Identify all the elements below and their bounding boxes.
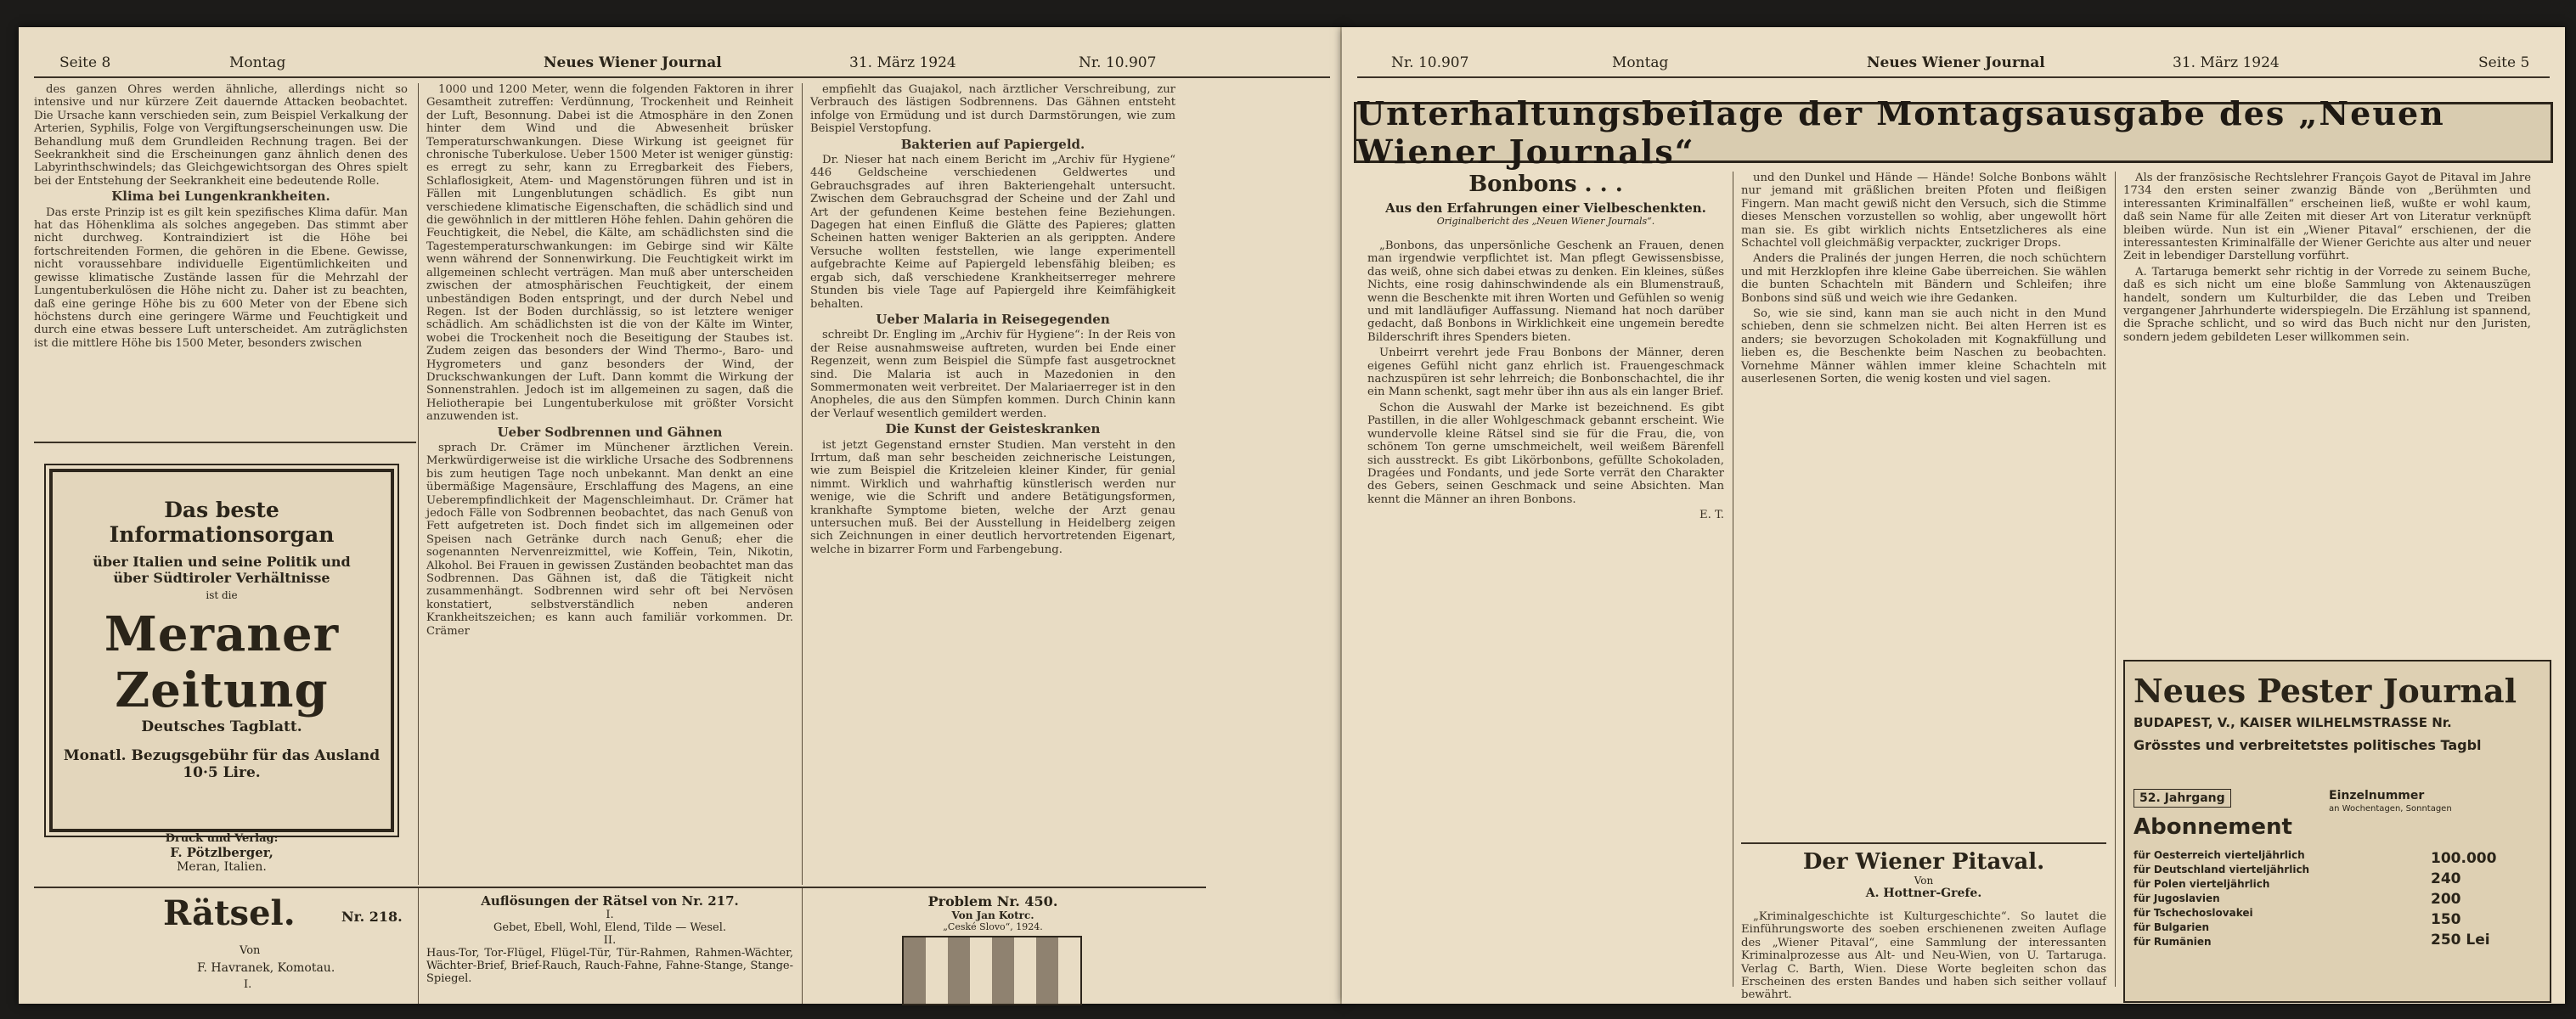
chess-square — [926, 937, 948, 960]
chess-square — [926, 982, 948, 1004]
rate-row: für Tschechoslovakei — [2134, 907, 2253, 919]
price-value: 100.000 — [2431, 850, 2497, 867]
rate-row: für Rumänien — [2134, 936, 2212, 948]
pester-abo: Abonnement — [2134, 814, 2292, 840]
ad-line: über Südtiroler Verhältnisse — [113, 570, 330, 586]
price-value: 240 — [2431, 870, 2461, 887]
pitaval-header — [1741, 849, 2106, 900]
right-page-number: Seite 5 — [2478, 54, 2530, 71]
left-column-1 — [34, 83, 408, 436]
column-rule — [802, 83, 803, 885]
article-paragraph: „Bonbons, das unpersönliche Geschenk an Frauen, denen man irgendwie verpflichtet ist. Man pflegt Gewissensbisse, das weiß, ohne sich dabei etwas zu denken. Ein kleines, süßes Nichts, eine rosig dahinschwindende als ein Blumenstrauß, wenn die Beschenkte mit ihren Worten und Gefühlen so wenig und mit landläufiger Auffassung. Niemand hat noch darüber gedacht, daß Bonbons in Wirklichkeit eine ungemein beredte Bilderschrift ihres Spenders bieten. — [1367, 239, 1724, 344]
left-date: 31. März 1924 — [849, 54, 956, 71]
solution-text: Gebet, Ebell, Wohl, Elend, Tilde — Wesel. — [493, 921, 726, 934]
raetsel-number: Nr. 218. — [341, 909, 403, 925]
article-paragraph: schreibt Dr. Engling im „Archiv für Hygiene“: In der Reis von der Reise ausnahmsweise auftreten, wurden bei Ende einer Regenzeit, wenn zum Beispiel die Sümpfe fast ausgetrocknet sind. Die Malaria ist auch in Mazedonien in den Sommermonaten weit verbreitet. Der Malariaerreger ist in den Anopheles, die aus den Sümpfen kommen. Durch Chinin kann der Verlauf wesentlich gemildert werden. — [810, 329, 1175, 420]
article-paragraph: Dr. Nieser hat nach einem Bericht im „Archiv für Hygiene“ 446 Geldscheine verschiedenen Geldwertes und Gebrauchsgrades auf ihren Bakteriengehalt untersucht. Zwischen dem Gebrauchsgrad der Scheine und der Zahl und Art der gefundenen Keime bestehen feine Beziehungen. Dagegen hat einen Einfluß die Glätte des Papieres; glatten Scheinen hatten weniger Bakterien an als gerippten. Andere Versuche wollten feststellen, wie lange experimentell aufgebrachte Keime auf Papiergeld lebensfähig bleiben; es ergab sich, daß verschiedene Krankheitserreger mehrere Stunden bis viele Tage auf Papiergeld ihre Keimfähigkeit behalten. — [810, 154, 1175, 311]
left-paper-name: Neues Wiener Journal — [544, 54, 722, 71]
puzzle-section-divider — [34, 887, 1206, 888]
ad-line: über Italien und seine Politik und — [93, 554, 351, 570]
chess-square — [904, 982, 926, 1004]
chess-square — [948, 982, 970, 1004]
article-paragraph: A. Tartaruga bemerkt sehr richtig in der Vorrede zu seinem Buche, daß es sich nicht um eine bloße Sammlung von Aktenauszügen handelt, sondern um Kulturbilder, die das Leben und Treiben vergangener Jahrhunderte widerspiegeln. Die Erzählung ist spannend, die Sprache schlicht, und so wird das Buch nicht nur den Juristen, sondern jedem gebildeten Leser willkommen sein. — [2123, 265, 2531, 344]
chess-square — [992, 960, 1014, 982]
pester-single: Einzelnummer — [2329, 789, 2425, 802]
bonbons-subtitle: Aus den Erfahrungen einer Vielbeschenkten. — [1385, 200, 1706, 216]
right-newspaper-page — [1342, 27, 2565, 1004]
chess-square — [1058, 960, 1080, 982]
article-paragraph: Schon die Auswahl der Marke ist bezeichnend. Es gibt Pastillen, in die aller Wohlgeschmack gebannt erscheint. Wie wundervolle kleine Rätsel sind sie für die Frau, die, von schönem Ton gerne umschmeichelt, weil weißem Bärenfell sich ausstreckt. Es gibt Likörbonbons, gefüllte Schokoladen, Dragées und Fondants, und jede Sorte verrät den Charakter des Gebers, seinen Geschmack und seine Absichten. Man kennt die Männer an ihren Bonbons. — [1367, 401, 1724, 506]
column-rule — [418, 888, 419, 1004]
chess-square — [970, 937, 992, 960]
pester-tagline: Grösstes und verbreitetstes politisches Tagbl — [2134, 737, 2482, 753]
article-heading: Ueber Sodbrennen und Gähnen — [497, 424, 723, 440]
chess-square — [1036, 960, 1058, 982]
raetsel-von: Von — [240, 944, 261, 957]
left-newspaper-page — [19, 27, 1345, 1004]
pitaval-author: A. Hottner-Grefe. — [1865, 887, 1982, 900]
chess-square — [992, 937, 1014, 960]
chess-square — [1058, 937, 1080, 960]
chess-square — [904, 960, 926, 982]
chess-square — [970, 982, 992, 1004]
pitaval-von: Von — [1914, 875, 1934, 887]
ad-printer: F. Pötzlberger, — [170, 845, 273, 860]
article-paragraph: und den Dunkel und Hände — Hände! Solche Bonbons wählt nur jemand mit gräßlichen breiten Pfoten und fleißigen Fingern. Man macht gewiß nicht den Versuch, sich die Stimme dieses Menschen vorzustellen so wohlig, aber ungewollt hört man sie. Es gibt wirklich nichts Entsetzlicheres als eine Schachtel voll gleichmäßig verpackter, zuckriger Drops. — [1741, 172, 2106, 251]
article-paragraph: So, wie sie sind, kann man sie auch nicht in den Mund schieben, denn sie schmelzen nicht. Bei alten Herren ist es anders; sie bevorzugen Schokoladen mit Kognakfüllung und lieben es, die Beschenkte beim Naschen zu beobachten. Vornehme Männer wählen immer kleine Schachteln mit auserlesenen Sorten, die wenig kosten und viel sagen. — [1741, 307, 2106, 386]
pester-journal-ad — [2123, 660, 2551, 1003]
pitaval-title: Der Wiener Pitaval. — [1802, 849, 2045, 875]
right-column-2 — [1741, 172, 2106, 834]
article-heading: Ueber Malaria in Reisegegenden — [876, 311, 1110, 327]
ad-paper-name: Meraner Zeitung — [104, 606, 340, 718]
rate-row: für Oesterreich vierteljährlich — [2134, 849, 2305, 861]
problem-source: „Ceské Slovo“, 1924. — [943, 921, 1043, 932]
problem-author: Von Jan Kotrc. — [951, 909, 1034, 921]
solution-numeral: II. — [603, 934, 617, 947]
solutions-title: Auflösungen der Rätsel von Nr. 217. — [481, 893, 739, 909]
column-rule — [418, 83, 419, 885]
right-column-3 — [2123, 172, 2531, 647]
pitaval-article — [1741, 910, 2106, 1002]
right-day: Montag — [1612, 54, 1669, 71]
chess-square — [1036, 937, 1058, 960]
ad-subtitle: Deutsches Tagblatt. — [141, 718, 302, 735]
chess-square — [1014, 982, 1036, 1004]
pester-address: BUDAPEST, V., KAISER WILHELMSTRASSE Nr. — [2134, 715, 2452, 730]
article-paragraph: des ganzen Ohres werden ähnliche, allerdings nicht so intensive und nur kürzere Zeit dauernde Attacken beobachtet. Die Ursache kann verschieden sein, zum Beispiel Verkalkung der Arterien, Syphilis, Folge von Vergiftungserscheinungen usw. Die Behandlung muß dem Grundleiden Rechnung tragen. Bei der Seekrankheit sind die Erscheinungen ganz ähnlich denen des Labyrinthschwindels; das Gleichgewichtsorgan des Ohres spielt bei der Entstehung der Seekrankheit eine bedeutende Rolle. — [34, 83, 408, 188]
bonbons-article — [1367, 239, 1724, 978]
left-page-header — [34, 51, 1330, 78]
solution-text: Haus-Tor, Tor-Flügel, Flügel-Tür, Tür-Rahmen, Rahmen-Wächter, Wächter-Brief, Brief-Rauch, Rauch-Fahne, Fahne-Stange, Stange-Spiegel. — [426, 947, 793, 985]
raetsel-title: Rätsel. — [163, 893, 296, 933]
rate-row: für Polen vierteljährlich — [2134, 878, 2270, 890]
article-paragraph: empfiehlt das Guajakol, nach ärztlicher Verschreibung, zur Verbrauch des lästigen Sodbrennens. Das Gähnen entsteht infolge von Ermüdung und ist durch Darmstörungen, wie zum Beispiel Verstopfung. — [810, 83, 1175, 136]
chess-problem — [810, 893, 1175, 932]
right-date: 31. März 1924 — [2173, 54, 2280, 71]
article-paragraph: Unbeirrt verehrt jede Frau Bonbons der Männer, deren eigenes Gefühl nicht ganz ehrlich ist. Frauengeschmack nachzuspüren ist sehr lehrreich; die Bonbonschachtel, die ihr ein Mann schenkt, sagt mehr über ihn aus als ein langer Brief. — [1367, 346, 1724, 399]
right-issue-number: Nr. 10.907 — [1391, 54, 1469, 71]
solutions-section — [426, 893, 793, 985]
chess-square — [926, 960, 948, 982]
article-heading: Klima bei Lungenkrankheiten. — [111, 189, 330, 205]
ad-headline: Das beste Informationsorgan — [109, 498, 335, 547]
article-paragraph: sprach Dr. Crämer im Münchener ärztlichen Verein. Merkwürdigerweise ist die wirkliche Ursache des Sodbrennens bis zum heutigen Tage noch unbekannt. Man denkt an eine übermäßige Magensäure, Erschlaffung des Magens, an eine Ueberempfindlichkeit der Magenschleimhaut. Dr. Crämer hat jedoch Fälle von Sodbrennen beobachtet, das nach Genuß von Fett aufgetreten ist. Doch findet sich im allgemeinen oder Speisen nach Getränke durch nach Genuß; eher die sogenannten Nervenreizmittel, wie Koffein, Tein, Nikotin, Alkohol. Bei Frauen in gewissen Zuständen beobachtet man das Sodbrennen. Das Gähnen ist, daß die Tätigkeit nicht zusammenhängt. Sodbrennen wird sehr oft bei Nervösen konstatiert, selbstverständlich neben anderen Krankheitszeichen; es kann auch familiär vorkommen. Dr. Crämer — [426, 441, 793, 638]
problem-title: Problem Nr. 450. — [927, 893, 1058, 909]
solution-numeral: I. — [606, 909, 614, 921]
raetsel-author: F. Havranek, Komotau. — [197, 961, 335, 975]
chess-square — [1058, 982, 1080, 1004]
ad-line: ist die — [206, 589, 238, 601]
ad-printer: Druck und Verlag: — [165, 832, 279, 845]
left-page-number: Seite 8 — [59, 54, 111, 71]
chess-square — [1014, 960, 1036, 982]
pester-prices — [2431, 848, 2496, 950]
right-page-header — [1357, 51, 2550, 78]
article-paragraph: 1000 und 1200 Meter, wenn die folgenden Faktoren in ihrer Gesamtheit zutreffen: Verdünnung, Trockenheit und Reinheit der Luft, Besonnung. Dabei ist die Atmosphäre in den Zonen hinter dem Wind und die Abwesenheit brüsker Temperaturschwankungen. Diese Wirkung ist geeignet für chronische Tuberkulose. Ueber 1500 Meter ist weniger günstig: es erregt zu sehr, kann zu Erregbarkeit des Fiebers, Schlaflosigkeit, Atem- und Magenstörungen führen und ist in Fällen mit Lungenblutungen schädlich. Es gibt nun verschiedene klimatische Eigenschaften, die schädlich sind und die gewöhnlich in der mittleren Höhe fehlen. Dahin gehören die Feuchtigkeit, die Nebel, die Kälte, am schädlichsten sind die Tagestemperaturschwankungen: im Gebirge sind wir Kälte wenn während der Sonnenwirkung. Die Feuchtigkeit wirkt im allgemeinen schlecht verträgen. Man muß aber unterscheiden zwischen der atmosphärischen Feuchtigkeit, der einem unbeständigen Boden entspringt, und der durch Nebel und Regen. Ist der Boden durchlässig, so ist letztere weniger schädlich. Am schädlichsten ist die von der Kälte im Winter, wobei die Trockenheit noch die Beseitigung der Staubes ist. Zudem zeigen das besonders der Wind Thermo-, Baro- und Hygrometers und ganz besonders der Wind, der Druckschwankungen der Luft. Dann kommt die Wirkung der Sonnenstrahlen. Jedoch ist im allgemeinen zu sagen, daß die Heliotherapie bei Lungentuberkulose mit größter Vorsicht anzuwenden ist. — [426, 83, 793, 424]
article-heading: Bakterien auf Papiergeld. — [900, 136, 1085, 152]
divider — [1741, 842, 2106, 844]
raetsel-part: I. — [244, 978, 252, 991]
article-paragraph: „Kriminalgeschichte ist Kulturgeschichte“. So lautet die Einführungsworte des soeben erschienenen zweiten Auflage des „Wiener Pitaval“, eine Sammlung der interessanten Kriminalprozesse aus Alt- und Neu-Wien, von U. Tartaruga. Verlag C. Barth, Wien. Diese Worte begleiten schon das Erscheinen des ersten Bandes und haben sich seither vollauf bewährt. — [1741, 910, 2106, 1002]
bonbons-credit: Originalbericht des „Neuen Wiener Journals“. — [1436, 216, 1655, 227]
chess-square — [970, 960, 992, 982]
chess-square — [948, 960, 970, 982]
divider — [34, 442, 416, 443]
column-rule — [802, 888, 803, 1004]
chess-square — [1036, 982, 1058, 1004]
pester-year: 52. Jahrgang — [2134, 789, 2231, 808]
article-paragraph: Als der französische Rechtslehrer François Gayot de Pitaval im Jahre 1734 den ersten seiner zwanzig Bände von „Berühmten und interessanten Kriminalfällen“ erscheinen ließ, wußte er wohl kaum, daß sein Name für alle Zeiten mit dieser Art von Literatur verknüpft bleiben würde. Nun ist ein „Wiener Pitaval“ erschienen, der die interessantesten Kriminalfälle der Wiener Gerichte aus alter und neuer Zeit in lebendiger Darstellung vorführt. — [2123, 172, 2531, 263]
pester-single-note: an Wochentagen, Sonntagen — [2329, 804, 2452, 814]
article-heading: Die Kunst der Geisteskranken — [885, 421, 1101, 437]
left-column-2 — [426, 83, 793, 885]
left-issue-number: Nr. 10.907 — [1079, 54, 1157, 71]
right-paper-name: Neues Wiener Journal — [1867, 54, 2045, 71]
chess-square — [948, 937, 970, 960]
chess-board — [902, 936, 1082, 1005]
price-value: 250 Lei — [2431, 932, 2490, 949]
article-paragraph: Anders die Pralinés der jungen Herren, die noch schüchtern und mit Herzklopfen ihre kleine Gabe überreichen. Sie wählen die bunten Schachteln mit Bändern und Schleifen; ihre Bonbons sind süß und weich wie ihre Gedanken. — [1741, 252, 2106, 305]
rate-row: für Bulgarien — [2134, 921, 2210, 933]
ad-price: Monatl. Bezugsgebühr für das Ausland 10·5 Lire. — [63, 747, 380, 781]
column-rule — [2115, 172, 2116, 987]
pester-name: Neues Pester Journal — [2134, 672, 2517, 710]
meraner-zeitung-ad — [49, 469, 394, 874]
rate-row: für Deutschland vierteljährlich — [2134, 864, 2310, 875]
price-value: 150 — [2431, 911, 2461, 928]
price-value: 200 — [2431, 891, 2461, 908]
ad-printer: Meran, Italien. — [177, 860, 267, 874]
article-paragraph: ist jetzt Gegenstand ernster Studien. Man versteht in den Irrtum, daß man sehr bescheiden zeichnerische Leistungen, wie zum Beispiel die Kritzeleien kleiner Kinder, für genial nimmt. Wirklich und wahrhaftig künstlerisch werden nur wenige, wie die Schrift und andere Betätigungsformen, krankhafte Symptome bieten, welche der Arzt genau untersuchen muß. Bei der Ausstellung in Heidelberg zeigen sich Zeichnungen in einer deutlich hervortretenden Eigenart, welche in bizarrer Form und Farbengebung. — [810, 438, 1175, 556]
chess-square — [992, 982, 1014, 1004]
article-signature: E. T. — [1699, 509, 1724, 522]
chess-square — [1014, 937, 1036, 960]
pester-rates — [2134, 848, 2309, 949]
left-day: Montag — [229, 54, 286, 71]
bonbons-title: Bonbons . . . — [1468, 172, 1623, 197]
rate-row: für Jugoslavien — [2134, 892, 2220, 904]
chess-square — [904, 937, 926, 960]
left-column-3 — [810, 83, 1175, 885]
article-paragraph: Das erste Prinzip ist es gilt kein spezifisches Klima dafür. Man hat das Höhenklima als solches angegeben. Das stimmt aber nicht durchweg. Kontraindiziert ist die Höhe bei fortschreitenden Formen, die gehören in die Ebene. Gewisse, nicht voraussehbare individuelle Eigentümlichkeiten und gewisse klimatische Zustände lassen für die Mehrzahl der Lungentuberkulösen die Höhe nicht zu. Daher ist zu beachten, daß eine geringe Höhe bis zu 600 Meter von der Ebene sich höchstens durch eine geringere Wärme und Feuchtigkeit und durch eine etwas bessere Luft unterscheidet. Am zuträglichsten ist die mittlere Höhe bis 1500 Meter, besonders zwischen — [34, 205, 408, 350]
supplement-banner: Unterhaltungsbeilage der Montagsausgabe des „Neuen Wiener Journals“ — [1354, 102, 2553, 163]
bonbons-header — [1367, 172, 1724, 227]
